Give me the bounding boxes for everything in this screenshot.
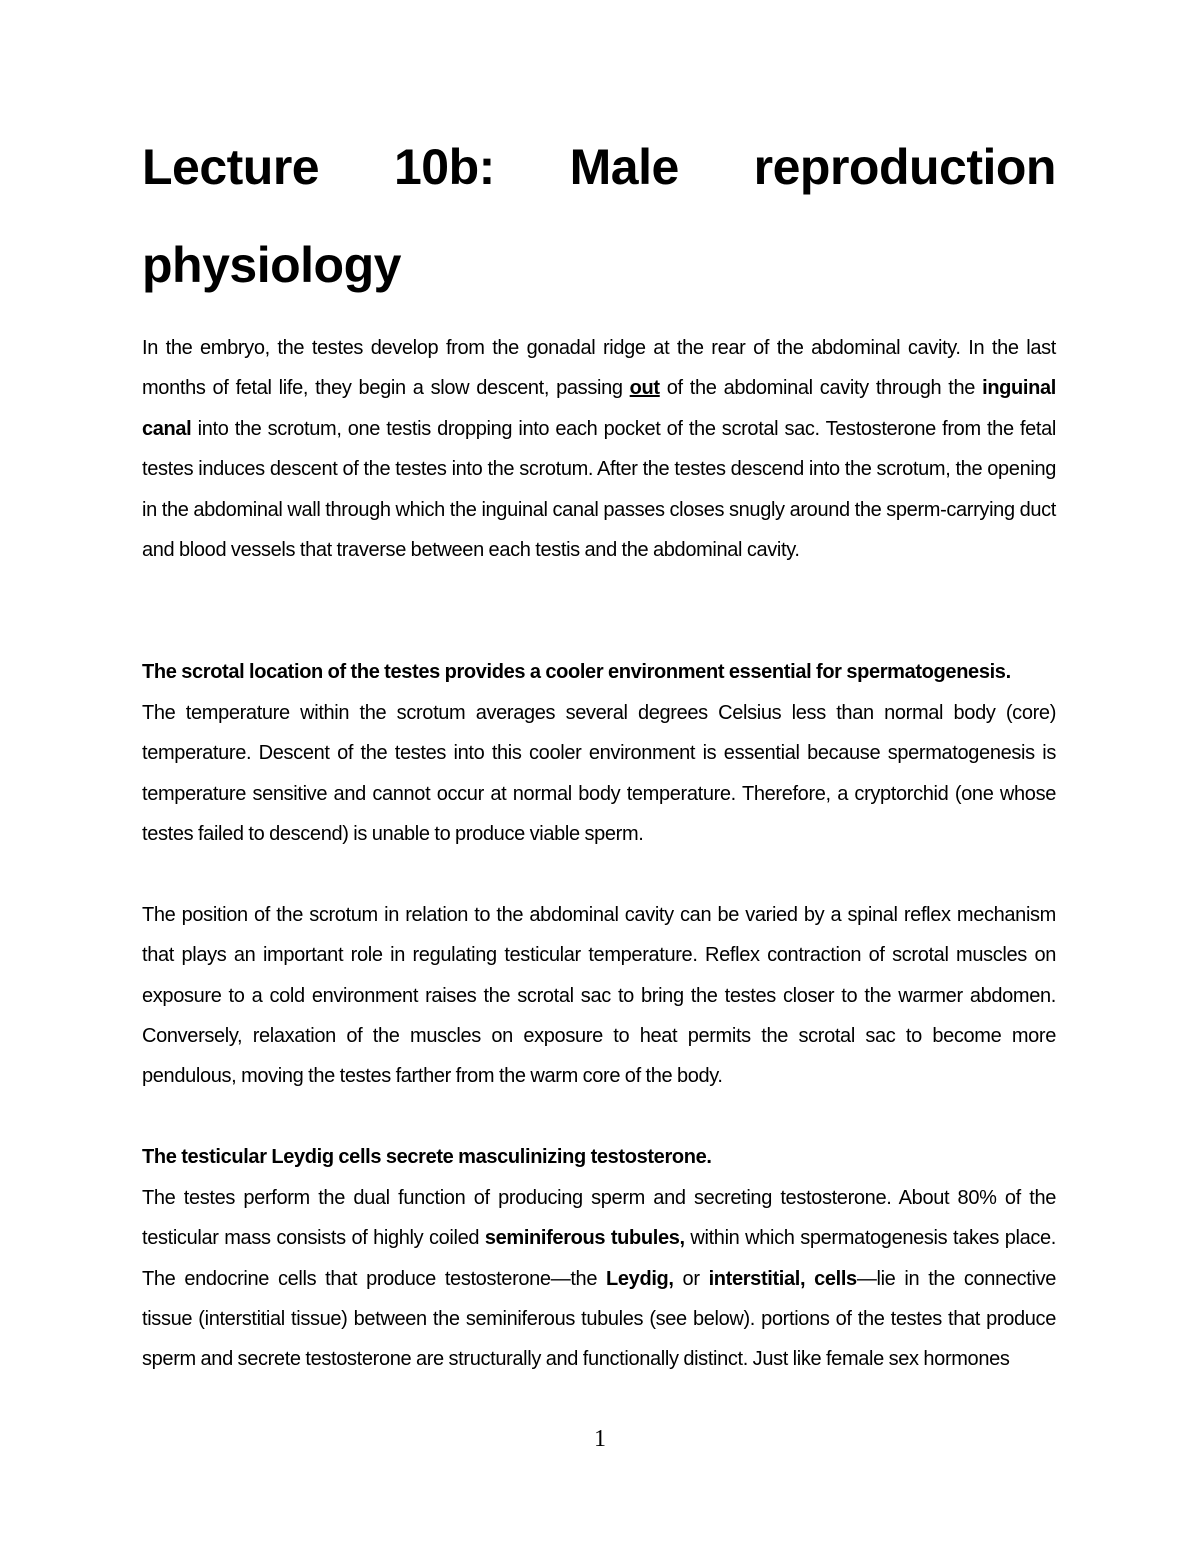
paragraph-spacer — [142, 1097, 1056, 1137]
paragraph-testes-function — [142, 1178, 1056, 1380]
title-line-2: physiology — [142, 237, 401, 293]
text-run: —lie in the connective tissue (interstitial tissue) between the seminiferous tubules (see below). portions of the testes that produce sperm and secrete testosterone are structurally and functionally distinct. Just like female sex hormones — [142, 1267, 1056, 1371]
text-run: In the embryo, the testes develop from the gonadal ridge at the rear of the abdominal cavity. In the last months of fetal life, they begin a slow descent, passing — [142, 337, 1056, 400]
page-number: 1 — [594, 1426, 606, 1452]
paragraph-scrotum-position: The position of the scrotum in relation to the abdominal cavity can be varied by a spinal reflex mechanism that plays an important role in regulating testicular temperature. Reflex contraction of scrotal muscles on exposure to a cold environment raises the scrotal sac to bring the testes closer to the warmer abdomen. Conversely, relaxation of the muscles on exposure to heat permits the scrotal sac to become more pendulous, moving the testes farther from the warm core of the body. — [142, 903, 1056, 1088]
section-heading-scrotal-location: The scrotal location of the testes provides a cooler environment essential for spermatogenesis. — [142, 661, 1011, 684]
title-word: 10b: — [393, 139, 495, 195]
emphasis-out: out — [629, 377, 660, 400]
text-run: within which spermatogenesis takes place. The endocrine cells that produce testosterone—the — [142, 1227, 1057, 1290]
paragraph-temperature: The temperature within the scrotum averages several degrees Celsius less than normal body (core) temperature. Descent of the testes into this cooler environment is essential because spermatogenesis is temperature sensitive and cannot occur at normal body temperature. Therefore, a cryptorchid (one whose testes failed to descend) is unable to produce viable sperm. — [142, 701, 1056, 846]
emphasis-seminiferous-tubules: seminiferous tubules, — [484, 1227, 685, 1250]
text-run: or — [673, 1267, 709, 1290]
title-word: Lecture — [142, 139, 320, 195]
title-word: reproduction — [753, 139, 1056, 195]
text-run: The testes perform the dual function of producing sperm and secreting testosterone. About 80% of the testicular mass consists of highly coiled — [142, 1186, 1056, 1250]
document-title — [142, 118, 1056, 314]
emphasis-leydig: Leydig, — [606, 1267, 674, 1290]
emphasis-inguinal-canal: inguinal canal — [142, 377, 1056, 440]
title-line-1 — [142, 118, 1056, 216]
text-run: into the scrotum, one testis dropping into each pocket of the scrotal sac. Testosterone from the fetal testes induces descent of the testes into the scrotum. After the testes descend into the scrotum, the opening in the abdominal wall through which the inguinal canal passes closes snugly around the sperm-carrying duct and blood vessels that traverse between each testis and the abdominal cavity. — [142, 417, 1056, 562]
section-heading-leydig-cells: The testicular Leydig cells secrete masculinizing testosterone. — [142, 1146, 712, 1169]
title-word: Male — [569, 139, 679, 195]
emphasis-interstitial-cells: interstitial, cells — [708, 1267, 857, 1290]
text-run: of the abdominal cavity through the — [659, 377, 983, 400]
intro-paragraph — [142, 328, 1056, 570]
document-page — [142, 118, 1056, 1380]
paragraph-spacer — [142, 854, 1056, 894]
